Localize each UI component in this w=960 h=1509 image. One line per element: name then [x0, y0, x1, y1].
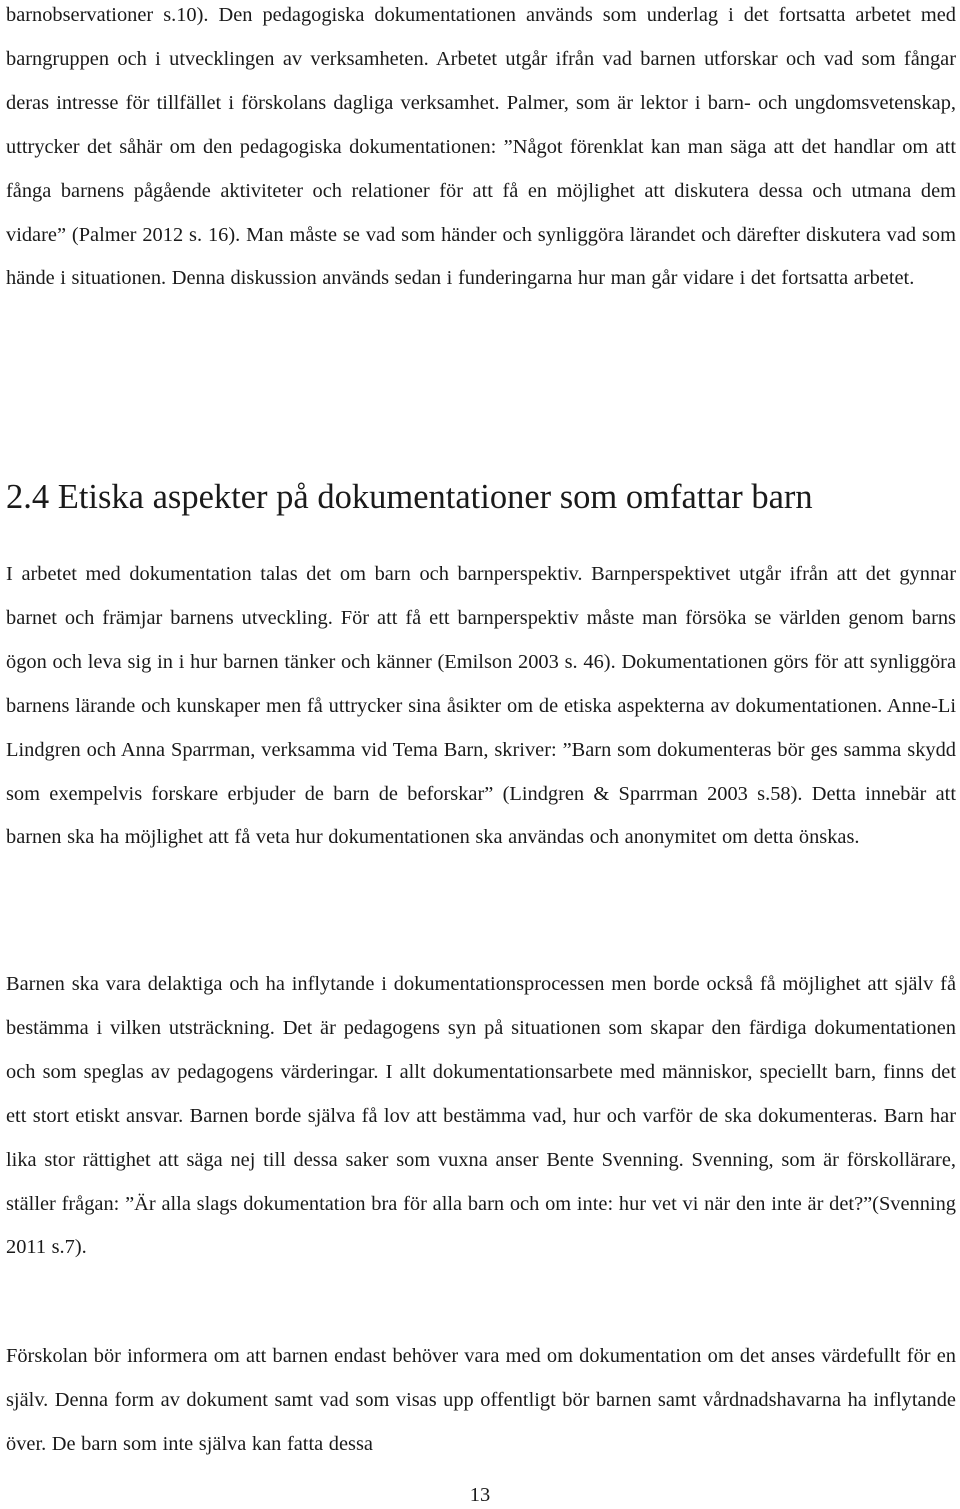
page-number: 13 [469, 1484, 491, 1506]
paragraph-delaktighet: Barnen ska vara delaktiga och ha inflytande i dokumentationsprocessen men borde också få möjlighet att själv få bestämma i vilken utsträckning. Det är pedagogens syn på situationen som skapar den färdiga dokumentationen och som speglas av pedagogens värderingar. I allt dokumentationsarbete med människor, speciellt barn, finns det ett stort etiskt ansvar. Barnen borde själva få lov att bestämma vad, hur och varför de ska dokumenteras. Barn har lika stor rättighet att säga nej till dessa saker som vuxna anser Bente Svenning. Svenning, som är förskollärare, ställer frågan: ”Är alla slags dokumentation bra för alla barn och om inte: hur vet vi när den inte är det?”(Svenning 2011 s.7). [6, 973, 956, 1259]
paragraph-barnperspektiv: I arbetet med dokumentation talas det om barn och barnperspektiv. Barnperspektivet utgår ifrån att det gynnar barnet och främjar barnens utveckling. För att få ett barnperspektiv måste man försöka se världen genom barns ögon och leva sig in i hur barnen tänker och känner (Emilson 2003 s. 46). Dokumentationen görs för att synliggöra barnens lärande och kunskaper men få uttrycker sina åsikter om de etiska aspekterna av dokumentationen. Anne-Li Lindgren och Anna Sparrman, verksamma vid Tema Barn, skriver: ”Barn som dokumenteras bör ges samma skydd som exempelvis forskare erbjuder de barn de beforskar” (Lindgren & Sparrman 2003 s.58). Detta innebär att barnen ska ha möjlighet att få veta hur dokumentationen ska användas och anonymitet om detta önskas. [6, 563, 956, 849]
paragraph-forskolan-informera: Förskolan bör informera om att barnen endast behöver vara med om dokumentation om det anses värdefullt för en själv. Denna form av dokument samt vad som visas upp offentligt bör barnen samt vårdnadshavarna ha inflytande över. De barn som inte själva kan fatta dessa [6, 1345, 956, 1455]
paragraph-pedagogisk-dokumentation: barnobservationer s.10). Den pedagogiska dokumentationen används som underlag i det fortsatta arbetet med barngruppen och i utvecklingen av verksamheten. Arbetet utgår ifrån vad barnen utforskar och vad som fångar deras intresse för tillfället i förskolans dagliga verksamhet. Palmer, som är lektor i barn- och ungdomsvetenskap, uttrycker det såhär om den pedagogiska dokumentationen: ”Något förenklat kan man säga att det handlar om att fånga barnens pågående aktiviteter och relationer för att få en möjlighet att diskutera dessa och utmana dem vidare” (Palmer 2012 s. 16). Man måste se vad som händer och synliggöra lärandet och därefter diskutera vad som hände i situationen. Denna diskussion används sedan i funderingarna hur man går vidare i det fortsatta arbetet. [6, 4, 956, 290]
section-heading: 2.4 Etiska aspekter på dokumentationer som omfattar barn [6, 478, 813, 516]
